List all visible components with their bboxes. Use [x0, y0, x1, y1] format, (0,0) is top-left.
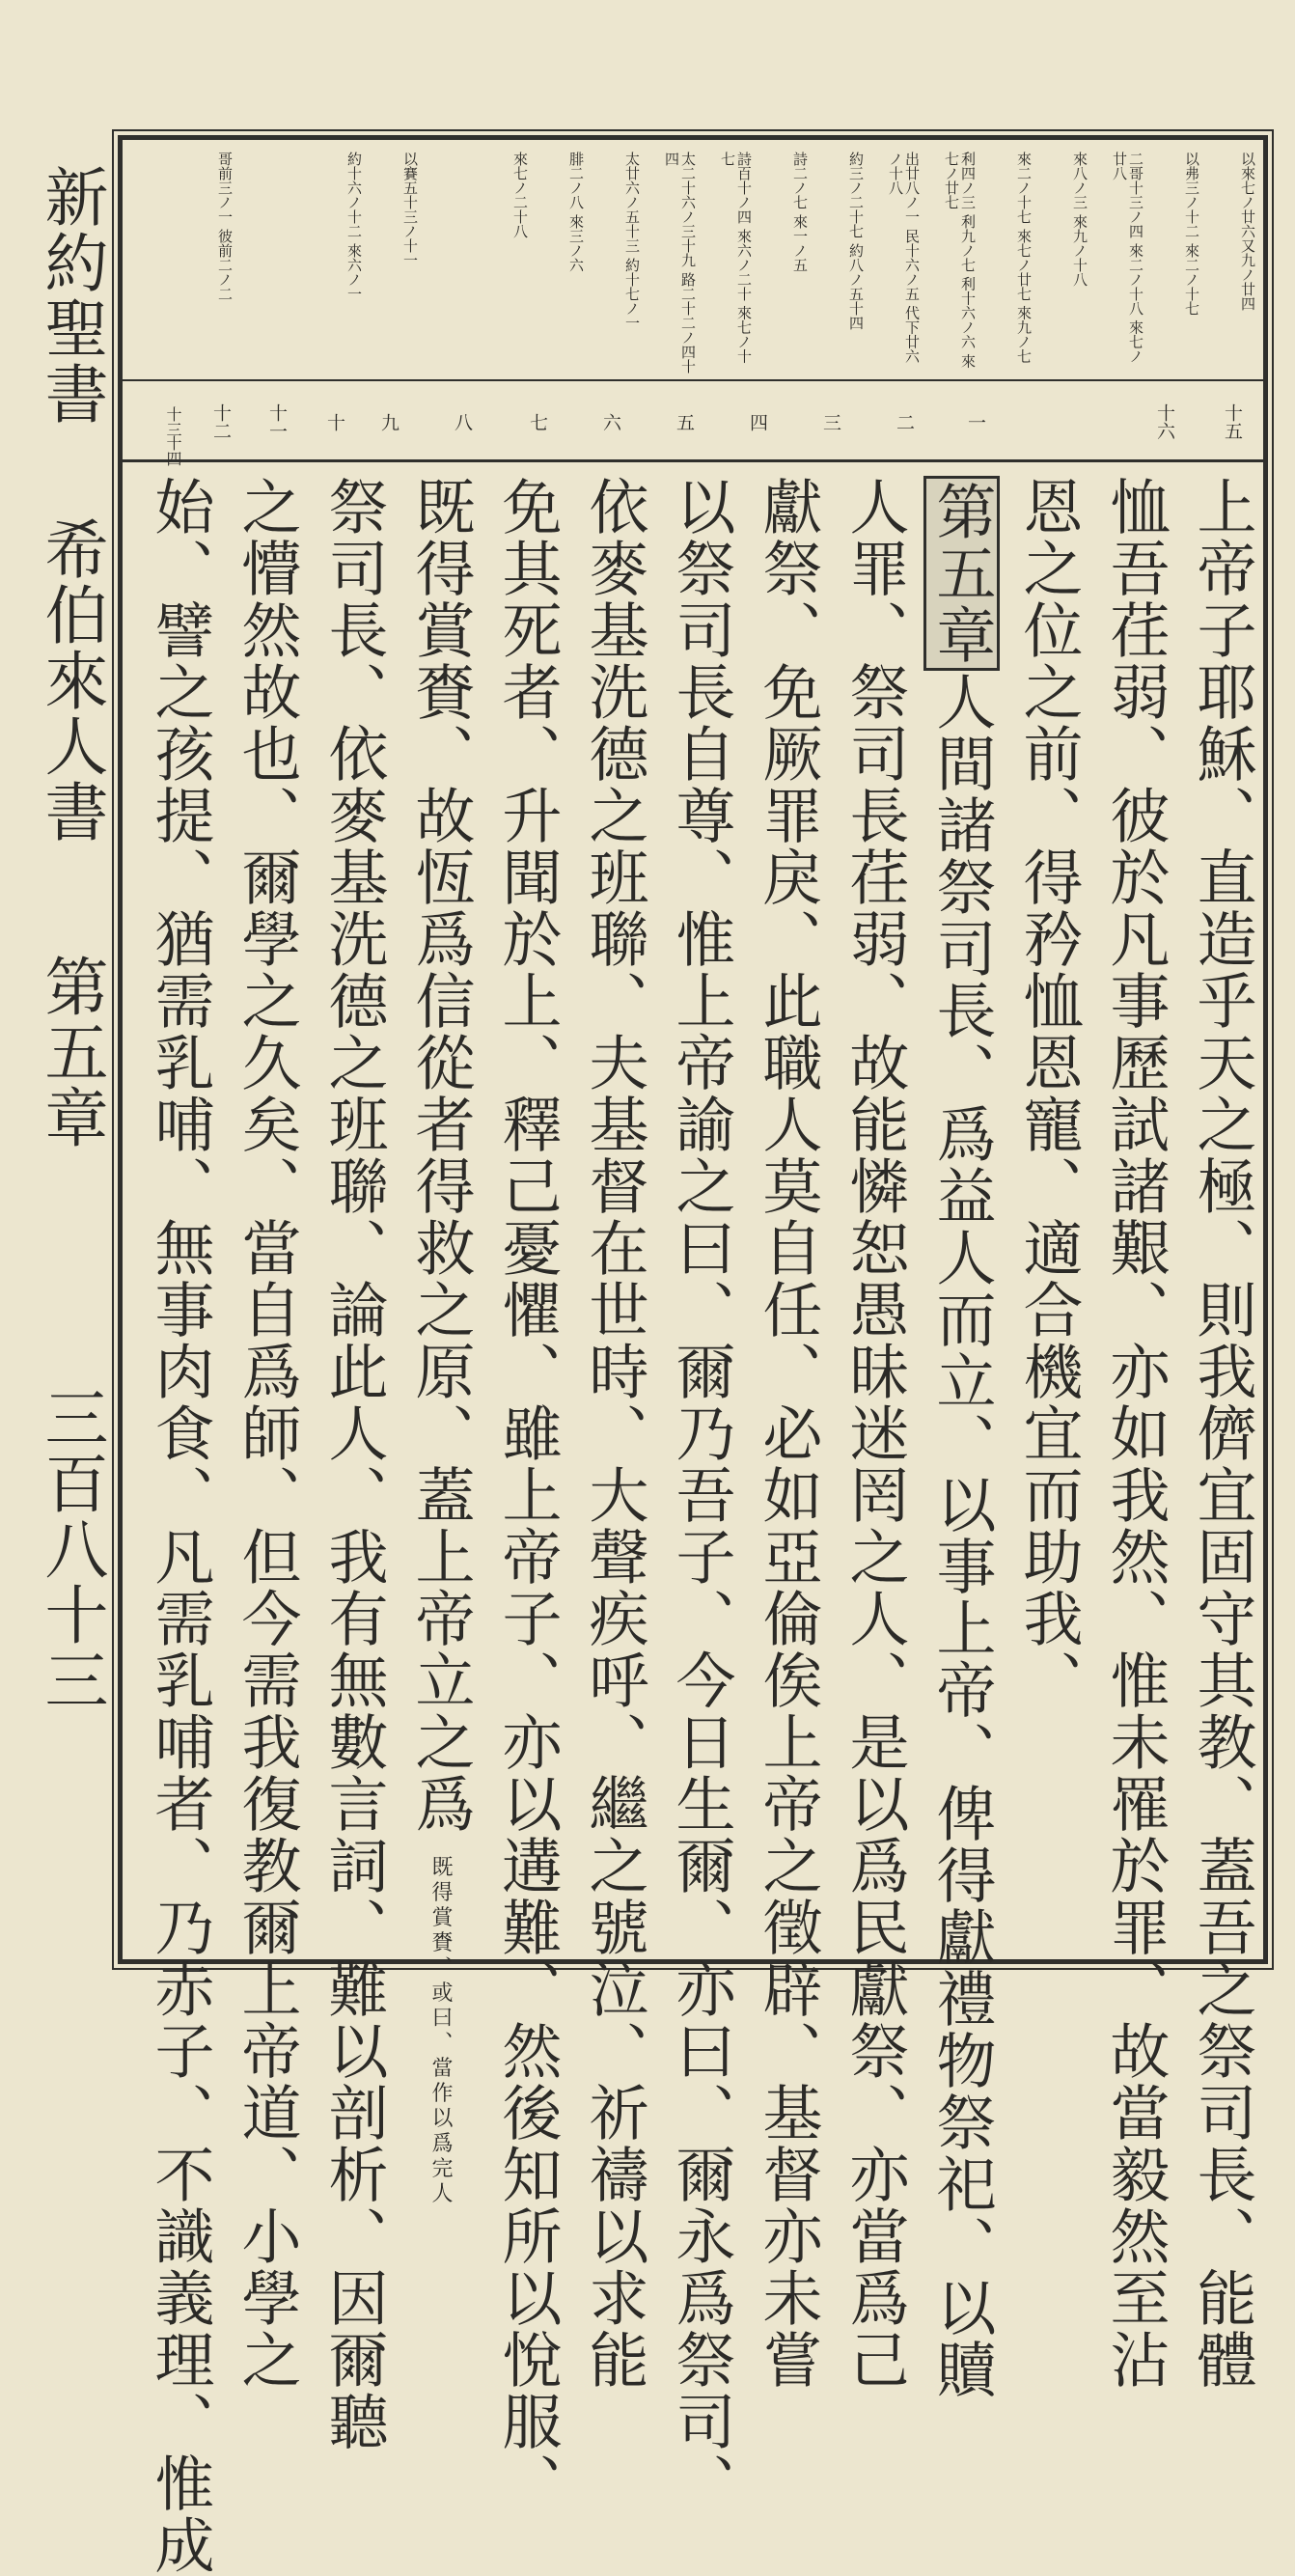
page-number: 三百八十三 [34, 1384, 108, 1713]
verse-number: 十三 [164, 406, 182, 437]
verse-number: 十一 [266, 403, 288, 440]
book-title: 新約聖書 [34, 164, 108, 427]
text-line: 免其死者、升聞於上、釋己憂懼、雖上帝子、亦以遘難、然後知所以悅服、 [492, 476, 563, 2514]
cross-reference: 以弗三ノ十二 來二ノ十七 [1183, 152, 1200, 316]
cross-reference: 以來七ノ廿六又九ノ廿四 [1239, 152, 1256, 311]
text-line: 上帝子耶穌、直造乎天之極、則我儕宜固守其教、蓋吾之祭司長、能體 [1187, 476, 1257, 2391]
cross-reference: 來二ノ十七 來七ノ廿七 來九ノ七 [1015, 152, 1033, 364]
text-line: 之懵然故也、爾學之久矣、當自爲師、但今需我復教爾上帝道、小學之 [232, 476, 302, 2391]
page-frame [118, 135, 1268, 2576]
cross-reference: 利四ノ三 利九ノ七 利十六ノ六 來七ノ廿七 [943, 152, 977, 369]
verse-number: 十 [324, 412, 345, 431]
cross-reference: 約三ノ二十七 約八ノ五十四 [847, 152, 865, 330]
text-line: 以祭司長自尊、惟上帝諭之曰、爾乃吾子、今日生爾、亦曰、爾永爲祭司、 [666, 476, 736, 2514]
cross-reference: 約十六ノ十二 來六ノ一 [345, 152, 363, 301]
verse-number: 二 [894, 412, 915, 431]
scripture-text [123, 462, 1263, 2576]
cross-reference: 詩百十ノ四 來六ノ二十 來七ノ十七 [719, 152, 753, 364]
text-line: 依麥基洗德之班聯、夫基督在世時、大聲疾呼、繼之號泣、祈禱以求能 [579, 476, 649, 2391]
cross-reference-band [123, 140, 1263, 381]
text-line: 始、譬之孩提、猶需乳哺、無事肉食、凡需乳哺者、乃赤子、不識義理、惟成 [145, 476, 215, 2576]
verse-number: 七 [527, 412, 548, 431]
cross-reference: 出廿八ノ一 民十六ノ五 代下廿六ノ十八 [887, 152, 921, 364]
text-line [918, 476, 1005, 2400]
verse-number: 八 [452, 412, 473, 431]
cross-reference: 來八ノ三 來九ノ十八 [1071, 152, 1088, 287]
verse-number: 六 [600, 412, 621, 431]
cross-reference: 來七ノ二十八 [511, 152, 529, 238]
cross-reference: 詩二ノ七 來一ノ五 [791, 152, 809, 272]
verse-number: 十二 [210, 403, 232, 440]
verse-number-band [123, 381, 1263, 466]
text-line-content: 既得賞賚、故恆爲信從者得救之原、蓋上帝立之爲 [405, 476, 476, 1835]
verse-number: 五 [674, 412, 695, 431]
cross-reference: 二哥十三ノ四 來二ノ十八 來七ノ廿八 [1111, 152, 1144, 364]
text-line: 恩之位之前、得矜恤恩寵、適合機宜而助我、 [1013, 476, 1084, 1711]
epistle-title: 希伯來人書 [34, 515, 108, 845]
chapter-heading: 第五章 [923, 476, 1000, 671]
text-line [397, 476, 483, 2207]
text-line-content: 人間諸祭司長、爲益人而立、以事上帝、俾得獻禮物祭祀、以贖 [926, 671, 997, 2400]
text-line: 人罪、祭司長荏弱、故能憐恕愚昧迷罔之人、是以爲民獻祭、亦當爲己 [840, 476, 910, 2391]
verse-number: 十六 [1154, 403, 1175, 440]
text-line: 恤吾荏弱、彼於凡事歷試諸艱、亦如我然、惟未罹於罪、故當毅然至沾 [1100, 476, 1171, 2391]
cross-reference: 以賽五十三ノ十一 [401, 152, 419, 267]
verse-number: 九 [378, 412, 400, 431]
text-line: 祭司長、依麥基洗德之班聯、論此人、我有無數言詞、難以剖析、因爾聽 [318, 476, 389, 2452]
cross-reference: 太二十六ノ三十九 路二十二ノ四十四 [663, 152, 697, 374]
chapter-title: 第五章 [34, 953, 108, 1150]
verse-number: 十五 [1222, 403, 1243, 440]
running-head [27, 164, 114, 1998]
verse-number: 十四 [164, 435, 182, 466]
verse-number: 四 [747, 412, 768, 431]
verse-number: 一 [965, 412, 986, 431]
cross-reference: 哥前三ノ一 彼前二ノ二 [216, 152, 234, 301]
cross-reference: 腓二ノ八 來三ノ六 [567, 152, 585, 272]
text-line: 獻祭、免厥罪戾、此職人莫自任、必如亞倫俟上帝之徵辟、基督亦未嘗 [753, 476, 823, 2391]
interlinear-note: 既得賞賚、或曰、當作以爲完人 [428, 1855, 453, 2207]
cross-reference: 太廿六ノ五十三 約十七ノ一 [623, 152, 641, 330]
verse-number: 三 [820, 412, 841, 431]
